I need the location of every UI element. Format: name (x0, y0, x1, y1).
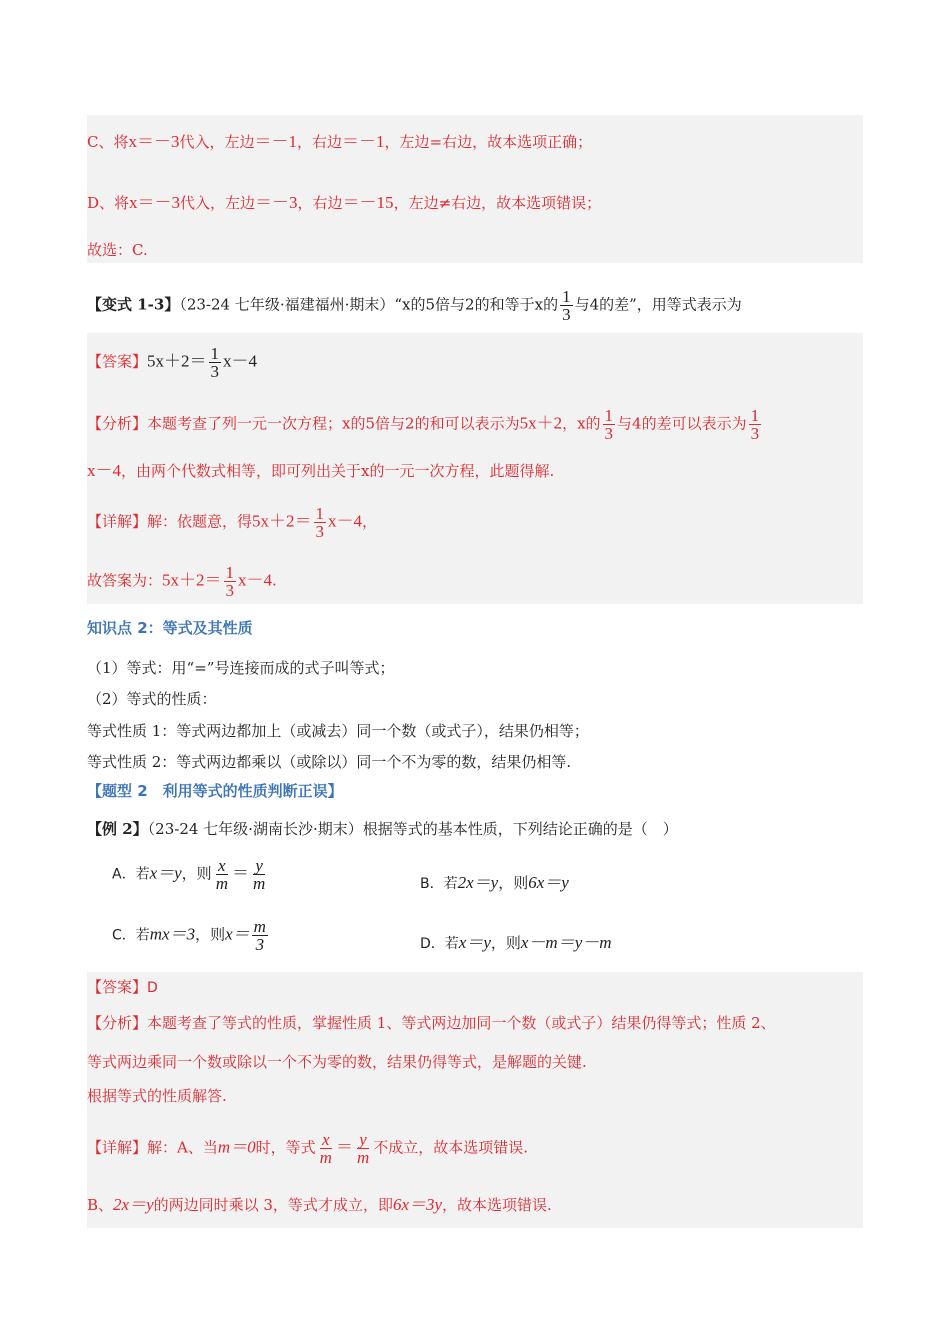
math-expr: x＝－3 (128, 132, 180, 151)
knowledge-p3: 等式性质 1：等式两边都加上（或减去）同一个数（或式子），结果仍相等； (87, 722, 589, 740)
final-answer-line: 故答案为：5x＋2＝ $\frac{1}{3}$ x－4. (87, 563, 277, 600)
variant-question: 【变式 1-3】（23-24 七年级·福建福州·期末）“x的5倍与2的和等于x的 $\frac{1}{3}$ 与4的差”，用等式表示为 (87, 287, 742, 324)
analysis2-line-1: 【分析】本题考查了等式的性质，掌握性质 1、等式两边加同一个数（或式子）结果仍得等式；性质 2、 (87, 1014, 776, 1032)
knowledge-heading: 知识点 2：等式及其性质 (87, 619, 253, 637)
detail2-line-2: B、2x＝y的两边同时乘以 3，等式才成立，即6x＝3y，故本选项错误. (87, 1195, 552, 1214)
knowledge-p4: 等式性质 2：等式两边都乘以（或除以）同一个不为零的数，结果仍相等. (87, 753, 572, 771)
knowledge-p1: （1）等式：用“=”号连接而成的式子叫等式； (87, 659, 395, 677)
fraction: $\frac{x}{m}$ (319, 1130, 332, 1167)
fraction: $\frac{1}{3}$ (604, 406, 614, 443)
fraction: $\frac{1}{3}$ (750, 406, 760, 443)
option-d: D．若x＝y，则x－m＝y－m (420, 933, 612, 952)
type2-heading: 【题型 2 利用等式的性质判断正误】 (87, 782, 343, 800)
analysis2-line-3: 根据等式的性质解答. (87, 1087, 227, 1105)
fraction: $\frac{y}{m}$ (252, 856, 266, 893)
answer2-line: 【答案】D (87, 978, 158, 996)
example2-question: 【例 2】（23-24 七年级·湖南长沙·期末）根据等式的基本性质，下列结论正确的是（ ） (87, 820, 678, 838)
fraction: $\frac{1}{3}$ (225, 563, 235, 600)
analysis-line-2: x－4，由两个代数式相等，即可列出关于x的一元一次方程，此题得解. (87, 461, 555, 480)
fraction: $\frac{m}{3}$ (253, 917, 266, 954)
fraction: $\frac{1}{3}$ (210, 344, 220, 381)
fraction: $\frac{y}{m}$ (356, 1130, 370, 1167)
knowledge-p2: （2）等式的性质： (87, 690, 217, 708)
option-d-explanation: D、将x＝－3代入，左边＝－3，右边＝－15，左边≠右边，故本选项错误； (87, 193, 602, 212)
choose-answer: 故选：C. (87, 241, 148, 259)
detail-line: 【详解】解：依题意，得5x＋2＝ $\frac{1}{3}$ x－4， (87, 504, 378, 541)
option-b: B．若2x＝y，则6x＝y (420, 873, 569, 892)
analysis2-line-2: 等式两边乘同一个数或除以一个不为零的数，结果仍得等式，是解题的关键. (87, 1053, 587, 1071)
fraction: $\frac{1}{3}$ (562, 287, 571, 324)
detail2-line-1: 【详解】解：A、当m＝0时，等式 $\frac{x}{m}$ ＝ $\frac{y}{m}$ 不成立，故本选项错误. (87, 1130, 528, 1167)
option-a: A．若x＝y，则 $\frac{x}{m}$ ＝ $\frac{y}{m}$ (112, 856, 266, 893)
fraction: $\frac{1}{3}$ (315, 504, 325, 541)
option-c: C．若mx＝3，则x＝ $\frac{m}{3}$ (112, 917, 266, 954)
analysis-line-1: 【分析】本题考查了列一元一次方程；x的5倍与2的和可以表示为5x＋2，x的 $\frac{1}{3}$ 与4的差可以表示为 $\frac{1}{3}$ (87, 406, 760, 443)
fraction: $\frac{x}{m}$ (215, 856, 228, 893)
answer-line: 【答案】5x＋2＝ $\frac{1}{3}$ x－4 (87, 344, 258, 381)
option-c-explanation: C、将x＝－3代入，左边＝－1，右边＝－1，左边=右边，故本选项正确； (87, 132, 593, 151)
